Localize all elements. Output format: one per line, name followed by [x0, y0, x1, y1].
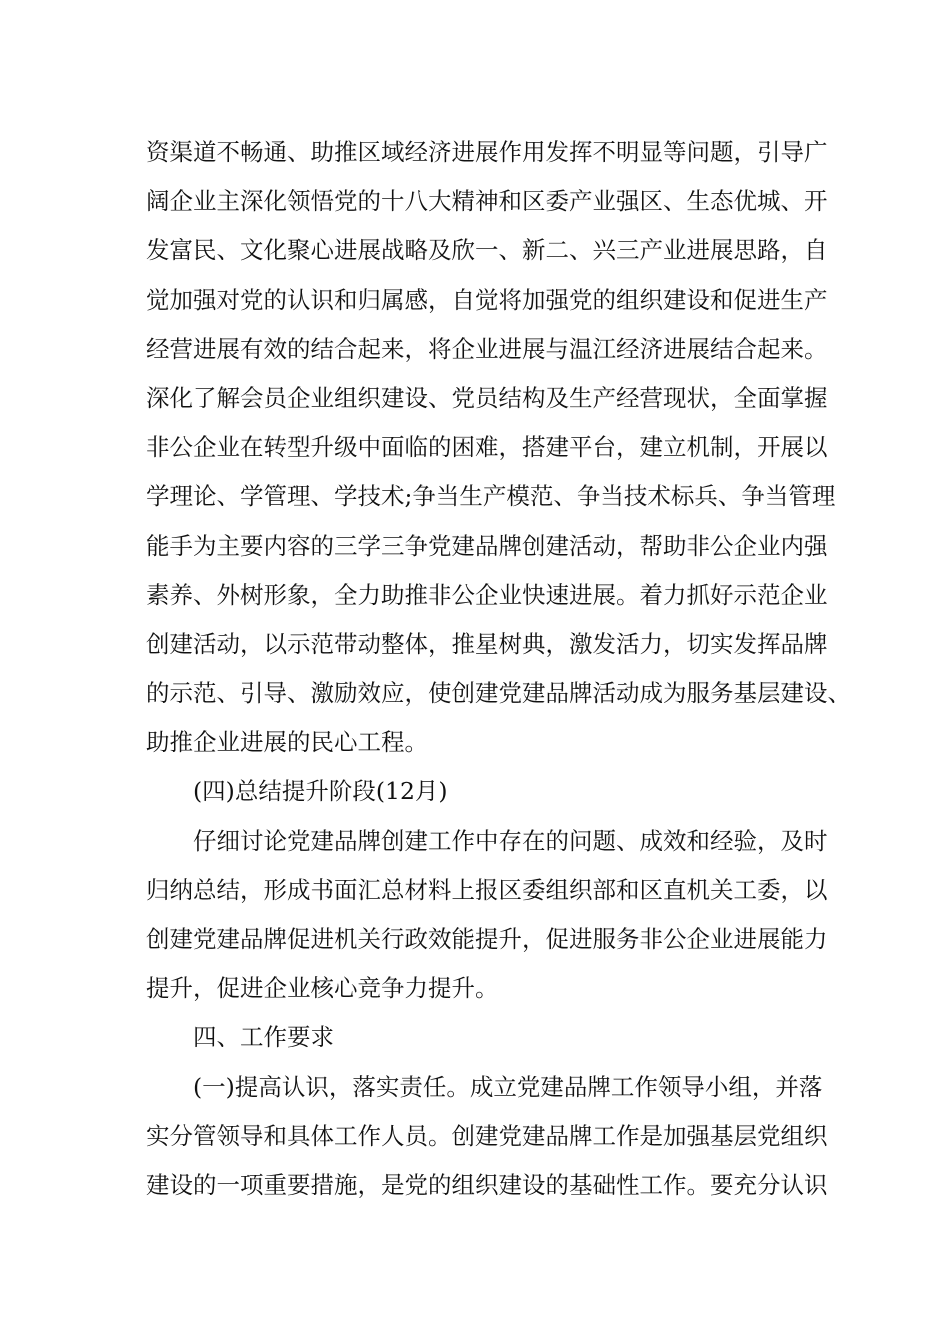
text-line: 深化了解会员企业组织建设、党员结构及生产经营现状，全面掌握	[146, 383, 828, 412]
text-line: 能手为主要内容的三学三争党建品牌创建活动，帮助非公企业内强	[146, 531, 828, 560]
text-line: 提升，促进企业核心竞争力提升。	[146, 974, 499, 1003]
section-heading: (四)总结提升阶段(12月)	[193, 777, 448, 806]
text-line: 经营进展有效的结合起来，将企业进展与温江经济进展结合起来。	[146, 334, 828, 363]
paragraph-first-line: (一)提高认识，落实责任。成立党建品牌工作领导小组，并落	[193, 1072, 823, 1101]
text-line: 阔企业主深化领悟党的十八大精神和区委产业强区、生态优城、开	[146, 187, 828, 216]
text-line: 创建活动，以示范带动整体，推星树典，激发活力，切实发挥品牌	[146, 629, 828, 658]
text-line: 非公企业在转型升级中面临的困难，搭建平台，建立机制，开展以	[146, 433, 828, 462]
text-line: 的示范、引导、激励效应，使创建党建品牌活动成为服务基层建设、	[146, 679, 851, 708]
text-line: 觉加强对党的认识和归属感，自觉将加强党的组织建设和促进生产	[146, 285, 828, 314]
document-body	[146, 128, 851, 1210]
paragraph-first-line: 仔细讨论党建品牌创建工作中存在的问题、成效和经验，及时	[193, 826, 828, 855]
text-line: 素养、外树形象，全力助推非公企业快速进展。着力抓好示范企业	[146, 580, 828, 609]
text-line: 学理论、学管理、学技术;争当生产模范、争当技术标兵、争当管理	[146, 482, 836, 511]
text-line: 建设的一项重要措施，是党的组织建设的基础性工作。要充分认识	[146, 1170, 828, 1199]
text-line: 归纳总结，形成书面汇总材料上报区委组织部和区直机关工委，以	[146, 875, 828, 904]
text-line: 资渠道不畅通、助推区域经济进展作用发挥不明显等问题，引导广	[146, 138, 828, 166]
text-line: 助推企业进展的民心工程。	[146, 728, 428, 757]
text-line: 实分管领导和具体工作人员。创建党建品牌工作是加强基层党组织	[146, 1121, 828, 1150]
text-line: 创建党建品牌促进机关行政效能提升，促进服务非公企业进展能力	[146, 925, 828, 953]
text-line: 发富民、文化聚心进展战略及欣一、新二、兴三产业进展思路，自	[146, 236, 828, 265]
section-heading: 四、工作要求	[193, 1023, 334, 1052]
